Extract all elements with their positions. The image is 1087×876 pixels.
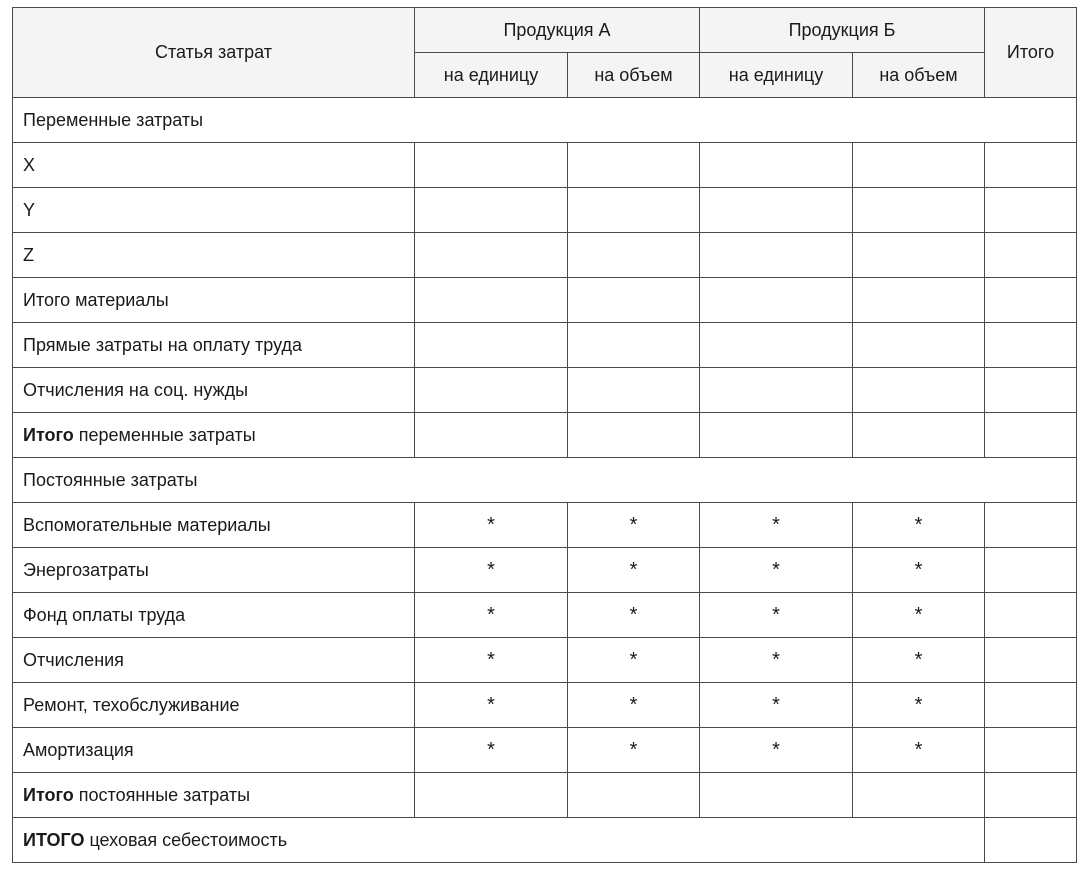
cell (853, 188, 985, 233)
cell (415, 773, 568, 818)
row-label-shop-cost (13, 818, 985, 863)
asterisk-cell: * (700, 503, 853, 548)
cell (853, 233, 985, 278)
cell (568, 773, 700, 818)
cell (985, 503, 1077, 548)
table-row (13, 368, 1077, 413)
cell (568, 413, 700, 458)
asterisk-cell: * (700, 728, 853, 773)
row-label-depreciation: Амортизация (13, 728, 415, 773)
asterisk-cell: * (700, 683, 853, 728)
cell (700, 188, 853, 233)
cell (415, 143, 568, 188)
cell (700, 413, 853, 458)
asterisk-cell: * (415, 593, 568, 638)
cell (985, 278, 1077, 323)
table-row (13, 323, 1077, 368)
cell (700, 278, 853, 323)
cell (853, 773, 985, 818)
cell (415, 413, 568, 458)
cell (700, 368, 853, 413)
header-a-per-unit: на единицу (415, 53, 568, 98)
asterisk-cell: * (853, 728, 985, 773)
cell (415, 233, 568, 278)
cell (415, 188, 568, 233)
table-row (13, 143, 1077, 188)
row-label-variable-total (13, 413, 415, 458)
cell (568, 143, 700, 188)
header-product-b: Продукция Б (700, 8, 985, 53)
asterisk-cell: * (415, 728, 568, 773)
table-row (13, 683, 1077, 728)
asterisk-cell: * (415, 683, 568, 728)
cell (985, 143, 1077, 188)
asterisk-cell: * (568, 728, 700, 773)
label-rest: цеховая себестоимость (84, 829, 288, 850)
table-row (13, 773, 1077, 818)
label-rest: переменные затраты (73, 424, 256, 445)
asterisk-cell: * (415, 503, 568, 548)
section-row-variable (13, 98, 1077, 143)
cost-table (12, 7, 1077, 863)
row-label-social-contrib: Отчисления на соц. нужды (13, 368, 415, 413)
asterisk-cell: * (568, 683, 700, 728)
asterisk-cell: * (415, 548, 568, 593)
table-row (13, 503, 1077, 548)
row-label-deductions: Отчисления (13, 638, 415, 683)
section-row-fixed (13, 458, 1077, 503)
asterisk-cell: * (853, 638, 985, 683)
cell (415, 323, 568, 368)
row-label-direct-labor: Прямые затраты на оплату труда (13, 323, 415, 368)
row-label-energy: Энергозатраты (13, 548, 415, 593)
cell (985, 638, 1077, 683)
table-row (13, 593, 1077, 638)
row-label-fixed-total (13, 773, 415, 818)
table-row (13, 818, 1077, 863)
cell (700, 233, 853, 278)
asterisk-cell: * (853, 548, 985, 593)
label-rest: постоянные затраты (73, 784, 251, 805)
asterisk-cell: * (568, 638, 700, 683)
table-row (13, 188, 1077, 233)
header-total: Итого (985, 8, 1077, 98)
cell (700, 773, 853, 818)
cell (700, 143, 853, 188)
asterisk-cell: * (700, 593, 853, 638)
cell (700, 323, 853, 368)
header-product-a: Продукция А (415, 8, 700, 53)
bold-prefix: Итого (23, 784, 74, 805)
header-item-column: Статья затрат (13, 8, 415, 98)
cell (415, 368, 568, 413)
cell (985, 188, 1077, 233)
cell (853, 368, 985, 413)
cell (853, 323, 985, 368)
row-label-payroll-fund: Фонд оплаты труда (13, 593, 415, 638)
header-b-per-volume: на объем (853, 53, 985, 98)
cell (985, 413, 1077, 458)
asterisk-cell: * (568, 593, 700, 638)
cell (985, 818, 1077, 863)
section-label-variable: Переменные затраты (13, 98, 1077, 143)
cell (853, 413, 985, 458)
row-label-z: Z (13, 233, 415, 278)
header-b-per-unit: на единицу (700, 53, 853, 98)
asterisk-cell: * (415, 638, 568, 683)
cell (568, 233, 700, 278)
table-row (13, 413, 1077, 458)
cell (985, 728, 1077, 773)
cell (985, 683, 1077, 728)
cell (415, 278, 568, 323)
bold-prefix: Итого (23, 424, 74, 445)
cell (985, 773, 1077, 818)
cell (568, 278, 700, 323)
cell (568, 188, 700, 233)
cell (568, 368, 700, 413)
row-label-y: Y (13, 188, 415, 233)
cell (568, 323, 700, 368)
cell (985, 593, 1077, 638)
asterisk-cell: * (853, 683, 985, 728)
asterisk-cell: * (700, 638, 853, 683)
row-label-materials-total: Итого материалы (13, 278, 415, 323)
asterisk-cell: * (568, 548, 700, 593)
cell (985, 548, 1077, 593)
cell (853, 143, 985, 188)
asterisk-cell: * (853, 503, 985, 548)
asterisk-cell: * (853, 593, 985, 638)
table-row (13, 638, 1077, 683)
header-a-per-volume: на объем (568, 53, 700, 98)
row-label-aux-materials: Вспомогательные материалы (13, 503, 415, 548)
asterisk-cell: * (700, 548, 853, 593)
table-row (13, 278, 1077, 323)
table-row (13, 548, 1077, 593)
row-label-repair: Ремонт, техобслуживание (13, 683, 415, 728)
row-label-x: X (13, 143, 415, 188)
table-row (13, 233, 1077, 278)
section-label-fixed: Постоянные затраты (13, 458, 1077, 503)
table-row (13, 728, 1077, 773)
cell (853, 278, 985, 323)
cell (985, 323, 1077, 368)
cell (985, 368, 1077, 413)
bold-prefix: ИТОГО (23, 829, 85, 850)
asterisk-cell: * (568, 503, 700, 548)
cell (985, 233, 1077, 278)
